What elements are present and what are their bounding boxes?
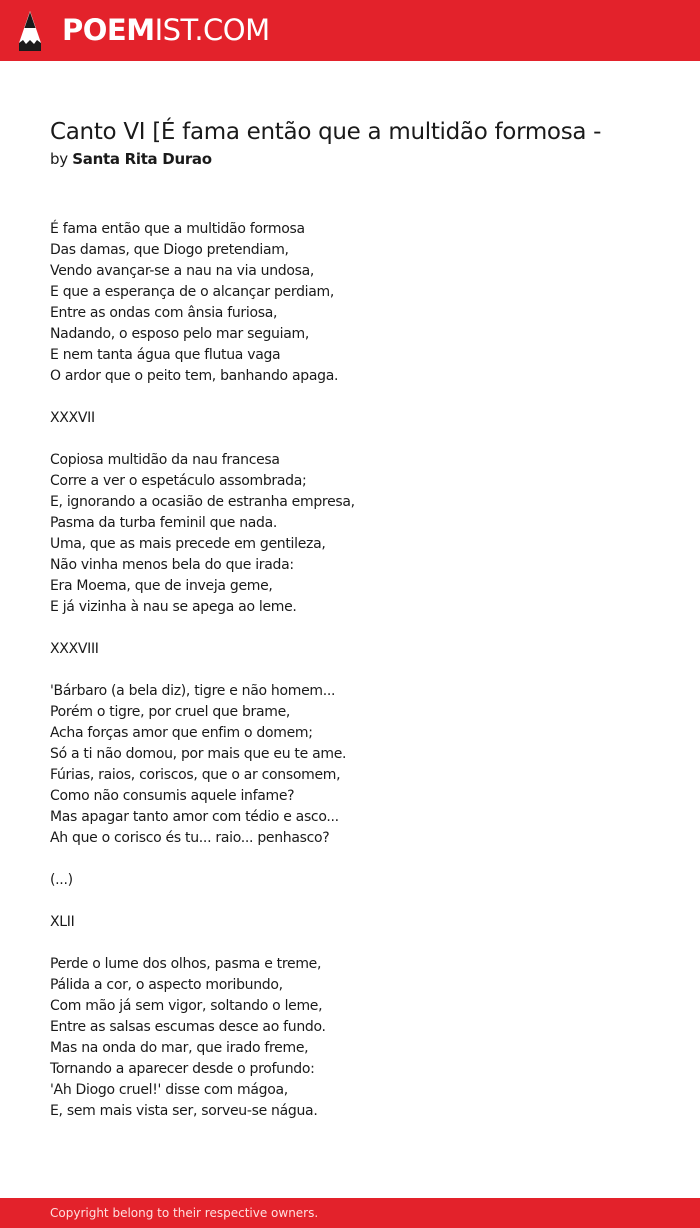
poem-line: E que a esperança de o alcançar perdiam, bbox=[50, 284, 335, 300]
poem-line: Acha forças amor que enfim o domem; bbox=[50, 725, 313, 741]
author-link[interactable]: Santa Rita Durao bbox=[72, 150, 212, 168]
poem-line: XLII bbox=[50, 914, 75, 930]
poem-line: Das damas, que Diogo pretendiam, bbox=[50, 242, 289, 258]
stanza-break bbox=[50, 849, 670, 870]
poem-line: Ah que o corisco és tu... raio... penhasco? bbox=[50, 830, 330, 846]
poem-line: E nem tanta água que flutua vaga bbox=[50, 347, 281, 363]
poem-line: Pálida a cor, o aspecto moribundo, bbox=[50, 977, 283, 993]
poem-line: Tornando a aparecer desde o profundo: bbox=[50, 1061, 315, 1077]
poem-line: Porém o tigre, por cruel que brame, bbox=[50, 704, 291, 720]
site-footer bbox=[0, 1198, 700, 1228]
poem-line: Nadando, o esposo pelo mar seguiam, bbox=[50, 326, 309, 342]
poem-line: Corre a ver o espetáculo assombrada; bbox=[50, 473, 307, 489]
poem-line: Perde o lume dos olhos, pasma e treme, bbox=[50, 956, 322, 972]
poem-line: (...) bbox=[50, 872, 73, 888]
site-header bbox=[0, 0, 700, 61]
poem-line: Mas na onda do mar, que irado freme, bbox=[50, 1040, 309, 1056]
stanza-break bbox=[50, 891, 670, 912]
byline bbox=[50, 149, 212, 169]
poem-line: E, ignorando a ocasião de estranha empresa, bbox=[50, 494, 355, 510]
pencil-tip-icon[interactable] bbox=[18, 11, 42, 51]
stanza-break bbox=[50, 660, 670, 681]
site-logo-text[interactable] bbox=[62, 12, 270, 48]
stanza-break bbox=[50, 933, 670, 954]
poem-body bbox=[50, 219, 670, 1122]
poem-line: Entre as salsas escumas desce ao fundo. bbox=[50, 1019, 326, 1035]
poem-line: Só a ti não domou, por mais que eu te ame. bbox=[50, 746, 347, 762]
poem-line: Vendo avançar-se a nau na via undosa, bbox=[50, 263, 315, 279]
poem-line: O ardor que o peito tem, banhando apaga. bbox=[50, 368, 339, 384]
poem-line: Entre as ondas com ânsia furiosa, bbox=[50, 305, 278, 321]
poem-line: Fúrias, raios, coriscos, que o ar consomem, bbox=[50, 767, 341, 783]
poem-line: E, sem mais vista ser, sorveu-se nágua. bbox=[50, 1103, 318, 1119]
stanza-break bbox=[50, 387, 670, 408]
poem-line: Uma, que as mais precede em gentileza, bbox=[50, 536, 326, 552]
poem-title: Canto VI [É fama então que a multidão formosa - bbox=[50, 119, 602, 145]
poem-line: Com mão já sem vigor, soltando o leme, bbox=[50, 998, 323, 1014]
poem-line: Copiosa multidão da nau francesa bbox=[50, 452, 280, 468]
poem-line: Era Moema, que de inveja geme, bbox=[50, 578, 273, 594]
poem-line: XXXVIII bbox=[50, 641, 99, 657]
by-label: by bbox=[50, 150, 68, 168]
brand-light: IST.COM bbox=[154, 13, 270, 47]
poem-line: É fama então que a multidão formosa bbox=[50, 221, 305, 237]
poem-line: 'Ah Diogo cruel!' disse com mágoa, bbox=[50, 1082, 288, 1098]
stanza-break bbox=[50, 618, 670, 639]
poem-line: 'Bárbaro (a bela diz), tigre e não homem... bbox=[50, 683, 336, 699]
poem-line: Pasma da turba feminil que nada. bbox=[50, 515, 278, 531]
copyright-text: Copyright belong to their respective owners. bbox=[50, 1206, 319, 1220]
poem-line: Como não consumis aquele infame? bbox=[50, 788, 295, 804]
poem-line: XXXVII bbox=[50, 410, 95, 426]
brand-bold: POEM bbox=[62, 13, 155, 47]
poem-line: Não vinha menos bela do que irada: bbox=[50, 557, 294, 573]
poem-line: Mas apagar tanto amor com tédio e asco... bbox=[50, 809, 339, 825]
stanza-break bbox=[50, 429, 670, 450]
poem-line: E já vizinha à nau se apega ao leme. bbox=[50, 599, 297, 615]
